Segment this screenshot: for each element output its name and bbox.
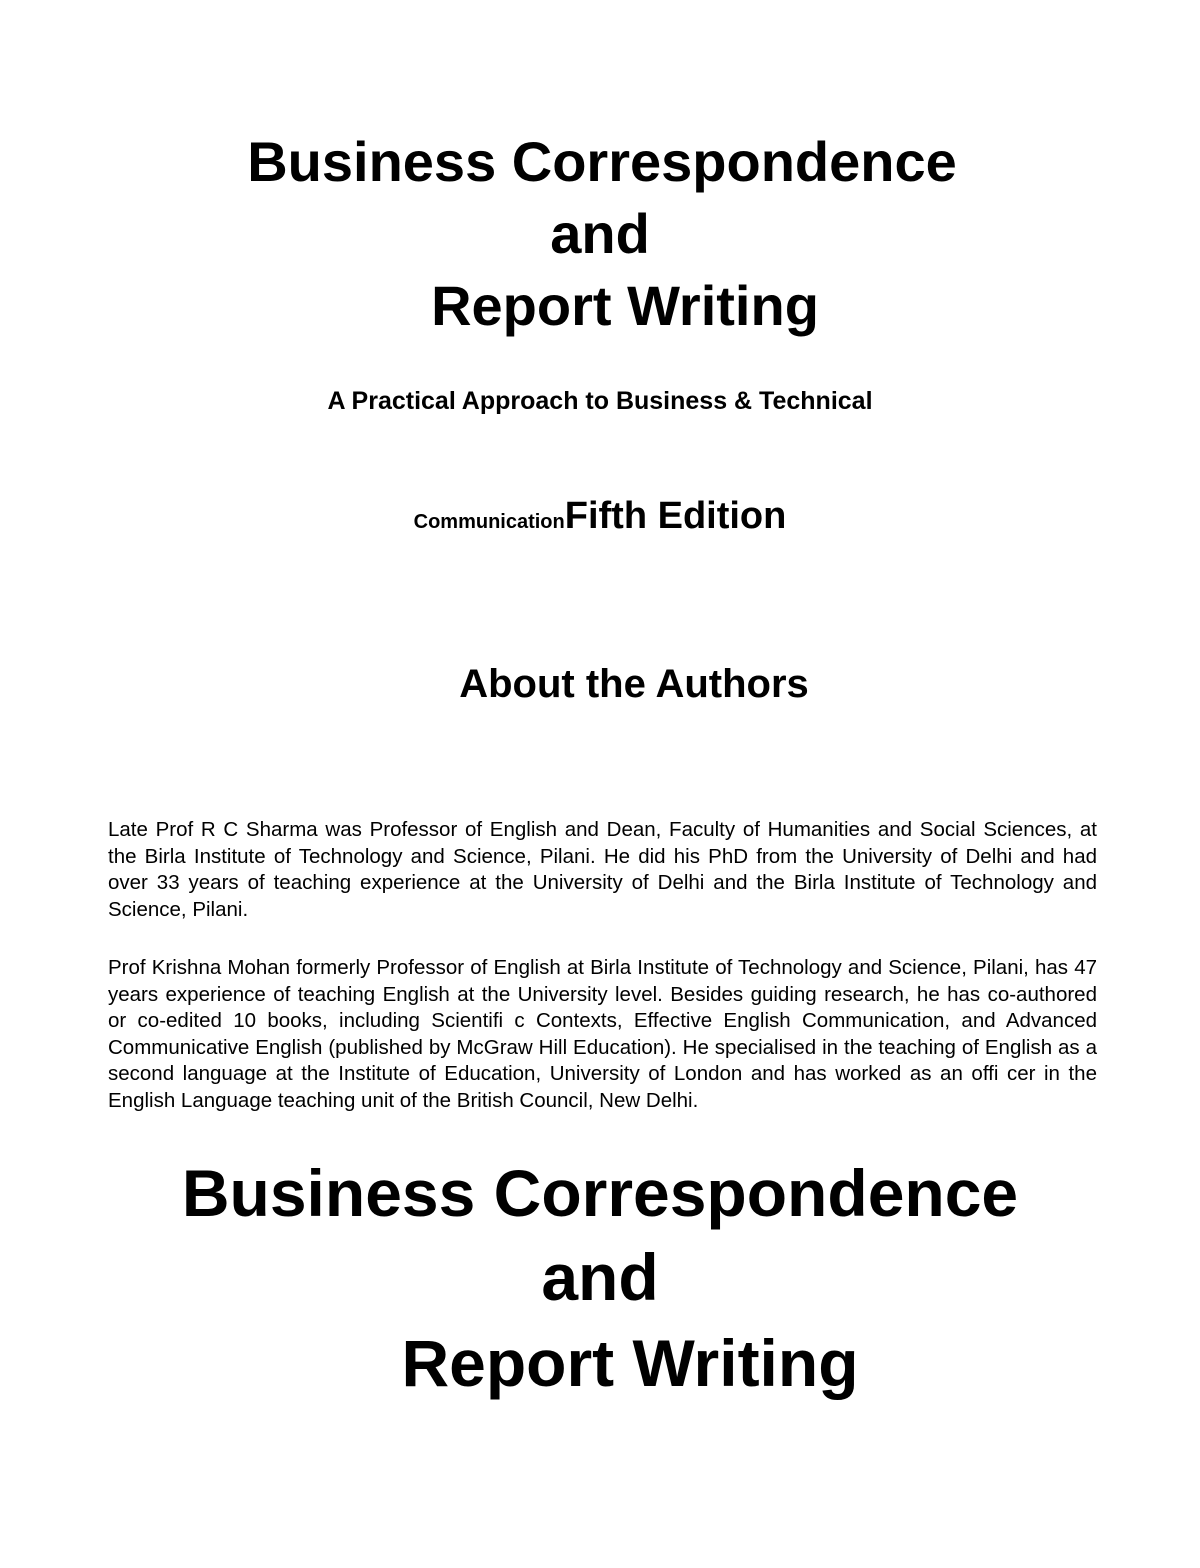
edition-label: Fifth Edition (564, 495, 787, 537)
book-title-line-3: Report Writing (431, 274, 819, 337)
edition-line (0, 497, 1200, 535)
book-subtitle: A Practical Approach to Business & Technical (327, 387, 873, 415)
edition-prefix: Communication (413, 511, 565, 533)
book-title-repeat-line-2: and (541, 1240, 659, 1314)
author-bio-sharma: Late Prof R C Sharma was Professor of English and Dean, Faculty of Humanities and Social Sciences, at the Birla Institute of Technology and Science, Pilani. He did his PhD from the University of Delhi and had over 33 years of teaching experience at the University of Delhi and the Birla Institute of Technology and Science, Pilani. (108, 818, 1097, 921)
book-title-repeat-line-1: Business Correspondence (181, 1156, 1019, 1230)
book-title-line-2: and (550, 202, 650, 265)
book-title-repeat (0, 1156, 1200, 1400)
author-bio-mohan: Prof Krishna Mohan formerly Professor of English at Birla Institute of Technology and Science, Pilani, has 47 years experience of teaching English at the University level. Besides guiding research, he has co-authored or co-edited 10 books, including Scientifi c Contexts, Effective English Communication, and Advanced Communicative English (published by McGraw Hill Education). He specialised in the teaching of English as a second language at the Institute of Education, University of London and has worked as an offi cer in the English Language teaching unit of the British Council, New Delhi. (108, 956, 1097, 1112)
book-title-repeat-line-3: Report Writing (401, 1326, 859, 1400)
book-title-line-1: Business Correspondence (247, 130, 957, 193)
book-title (0, 130, 1200, 337)
about-authors-heading: About the Authors (459, 662, 809, 706)
